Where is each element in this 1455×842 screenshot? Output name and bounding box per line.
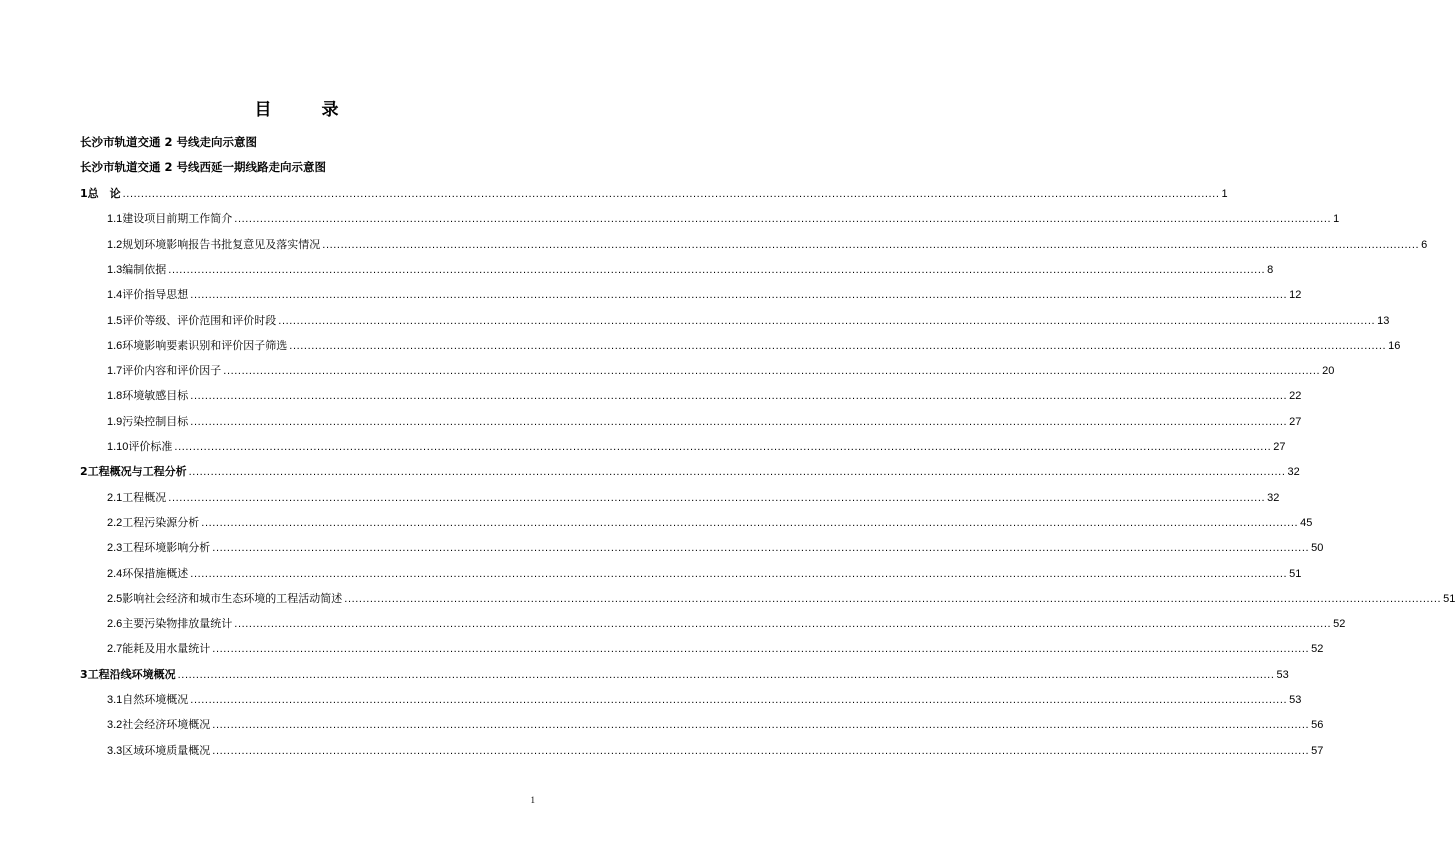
toc-section-entry[interactable]: [107, 691, 1302, 709]
toc-dot-leader: ............................................................................................................................................................................................................................................................................................................: [177, 668, 1275, 681]
toc-entry-page: 13: [1377, 314, 1390, 327]
toc-entry-number: 3: [80, 667, 88, 681]
toc-entry-title: 建设项目前期工作简介: [122, 212, 233, 226]
toc-section-entry[interactable]: [107, 337, 1401, 355]
toc-entry-page: 52: [1333, 618, 1346, 631]
toc-entry-title: 环境影响要素识别和评价因子筛选: [122, 338, 288, 352]
toc-entry-page: 6: [1421, 238, 1428, 251]
toc-dot-leader: ............................................................................................................................................................................................................................................................................................................: [289, 339, 1387, 352]
figure-link-line2-route[interactable]: 长沙市轨道交通 2 号线走向示意图: [80, 135, 258, 149]
toc-entry-title: 工程概况与工程分析: [87, 465, 187, 479]
toc-entry-page: 45: [1300, 516, 1313, 529]
toc-dot-leader: ............................................................................................................................................................................................................................................................................................................: [168, 491, 1266, 504]
toc-dot-leader: ............................................................................................................................................................................................................................................................................................................: [190, 289, 1288, 302]
toc-dot-leader: ............................................................................................................................................................................................................................................................................................................: [212, 719, 1310, 732]
toc-entry-number: 1.1: [107, 213, 123, 226]
toc-entry-title: 评价标准: [128, 440, 173, 453]
figure-link-line2-west-extension[interactable]: 长沙市轨道交通 2 号线西延一期线路走向示意图: [80, 160, 327, 174]
toc-entry-number: 2: [80, 465, 88, 479]
toc-entry-number: 1.2: [107, 238, 123, 251]
toc-section-entry[interactable]: [107, 565, 1302, 583]
toc-entry-number: 1.8: [107, 390, 123, 403]
toc-dot-leader: ............................................................................................................................................................................................................................................................................................................: [190, 390, 1288, 403]
toc-section-entry[interactable]: [107, 261, 1274, 279]
toc-entry-number: 2.7: [107, 643, 123, 656]
toc-chapter-entry[interactable]: [80, 463, 1300, 481]
toc-entry-title: 评价内容和评价因子: [122, 364, 222, 378]
toc-entry-title: 工程环境影响分析: [122, 541, 211, 555]
toc-dot-leader: ............................................................................................................................................................................................................................................................................................................: [122, 188, 1220, 200]
toc-dot-leader: ............................................................................................................................................................................................................................................................................................................: [174, 441, 1272, 453]
toc-section-entry[interactable]: [107, 514, 1313, 532]
toc-entry-number: 1.7: [107, 365, 123, 378]
toc-section-entry[interactable]: [107, 236, 1428, 254]
toc-entry-number: 2.3: [107, 542, 123, 555]
toc-entry-title: 编制依据: [122, 262, 167, 276]
toc-entry-number: 2.5: [107, 592, 123, 605]
toc-entry-number: 1.3: [107, 263, 123, 276]
toc-entry-page: 1: [1221, 188, 1228, 200]
toc-section-entry[interactable]: [107, 640, 1324, 658]
toc-entry-number: 1.10: [107, 441, 129, 453]
toc-dot-leader: ............................................................................................................................................................................................................................................................................................................: [201, 516, 1299, 529]
toc-entry-page: 20: [1322, 365, 1335, 378]
toc-entry-page: 16: [1388, 339, 1401, 352]
toc-entry-page: 56: [1311, 719, 1324, 732]
toc-dot-leader: ............................................................................................................................................................................................................................................................................................................: [188, 466, 1286, 479]
toc-entry-title: 污染控制目标: [122, 414, 189, 428]
toc-entry-number: 1.9: [107, 415, 123, 428]
toc-entry-title: 环保措施概述: [122, 566, 189, 580]
toc-entry-title: 自然环境概况: [122, 693, 189, 706]
toc-entry-page: 53: [1289, 694, 1302, 706]
toc-entry-title: 区域环境质量概况: [122, 743, 211, 757]
toc-entry-page: 57: [1311, 744, 1324, 757]
toc-entry-number: 2.2: [107, 516, 123, 529]
title-left-char: 目: [254, 100, 274, 120]
toc-chapter-entry[interactable]: [80, 185, 1228, 203]
toc-dot-leader: ............................................................................................................................................................................................................................................................................................................: [212, 744, 1310, 757]
toc-entry-page: 8: [1267, 263, 1274, 276]
toc-section-entry[interactable]: [107, 539, 1324, 557]
toc-entry-page: 32: [1267, 491, 1280, 504]
title-right-char: 录: [321, 100, 341, 120]
toc-dot-leader: ............................................................................................................................................................................................................................................................................................................: [212, 542, 1310, 555]
toc-entry-page: 50: [1311, 542, 1324, 555]
toc-section-entry[interactable]: [107, 210, 1340, 228]
toc-section-entry[interactable]: [107, 615, 1346, 633]
toc-entry-title: 社会经济环境概况: [122, 718, 211, 732]
toc-entry-title: 评价等级、评价范围和评价时段: [122, 313, 277, 327]
toc-entry-title: 环境敏感目标: [122, 389, 189, 403]
toc-entry-number: 2.1: [107, 491, 123, 504]
toc-section-entry[interactable]: [107, 413, 1302, 431]
toc-entry-title: 规划环境影响报告书批复意见及落实情况: [122, 237, 321, 251]
toc-dot-leader: ............................................................................................................................................................................................................................................................................................................: [223, 365, 1321, 378]
toc-entry-title: 总 论: [87, 187, 121, 200]
toc-entry-page: 1: [1333, 213, 1340, 226]
toc-section-entry[interactable]: [107, 716, 1324, 734]
toc-entry-number: 3.1: [107, 694, 123, 706]
page-title: [0, 95, 595, 120]
toc-entry-number: 1.5: [107, 314, 123, 327]
toc-entry-number: 3.3: [107, 744, 123, 757]
toc-entry-title: 能耗及用水量统计: [122, 642, 211, 656]
toc-entry-number: 3.2: [107, 719, 123, 732]
toc-section-entry[interactable]: [107, 438, 1286, 456]
toc-entry-page: 27: [1273, 441, 1286, 453]
toc-entry-title: 工程沿线环境概况: [87, 667, 176, 681]
toc-section-entry[interactable]: [107, 590, 1455, 608]
toc-dot-leader: ............................................................................................................................................................................................................................................................................................................: [190, 567, 1288, 580]
toc-dot-leader: ............................................................................................................................................................................................................................................................................................................: [190, 415, 1288, 428]
toc-dot-leader: ............................................................................................................................................................................................................................................................................................................: [234, 618, 1332, 631]
toc-dot-leader: ............................................................................................................................................................................................................................................................................................................: [234, 213, 1332, 226]
toc-entry-page: 53: [1276, 668, 1289, 681]
toc-chapter-entry[interactable]: [80, 666, 1289, 684]
toc-entry-page: 51: [1443, 592, 1455, 605]
toc-dot-leader: ............................................................................................................................................................................................................................................................................................................: [168, 263, 1266, 276]
toc-section-entry[interactable]: [107, 362, 1335, 380]
toc-entry-number: 1.6: [107, 339, 123, 352]
toc-section-entry[interactable]: [107, 312, 1390, 330]
toc-entry-title: 影响社会经济和城市生态环境的工程活动简述: [122, 591, 343, 605]
toc-entry-number: 1: [80, 187, 88, 200]
toc-dot-leader: ............................................................................................................................................................................................................................................................................................................: [322, 238, 1420, 251]
toc-entry-page: 27: [1289, 415, 1302, 428]
toc-section-entry[interactable]: [107, 489, 1280, 507]
toc-entry-page: 32: [1287, 466, 1300, 479]
toc-entry-page: 52: [1311, 643, 1324, 656]
toc-entry-title: 工程污染源分析: [122, 515, 200, 529]
toc-entry-title: 评价指导思想: [122, 288, 189, 302]
toc-dot-leader: ............................................................................................................................................................................................................................................................................................................: [278, 314, 1376, 327]
toc-entry-number: 2.6: [107, 618, 123, 631]
toc-entry-title: 工程概况: [122, 490, 167, 504]
toc-section-entry[interactable]: [107, 286, 1302, 304]
toc-entry-page: 12: [1289, 289, 1302, 302]
toc-entry-page: 51: [1289, 567, 1302, 580]
page-number: 1: [530, 795, 535, 805]
toc-dot-leader: ............................................................................................................................................................................................................................................................................................................: [190, 694, 1288, 706]
toc-dot-leader: ............................................................................................................................................................................................................................................................................................................: [212, 643, 1310, 656]
toc-entry-page: 22: [1289, 390, 1302, 403]
toc-dot-leader: ............................................................................................................................................................................................................................................................................................................: [344, 592, 1442, 605]
toc-section-entry[interactable]: [107, 742, 1324, 760]
toc-section-entry[interactable]: [107, 387, 1302, 405]
toc-entry-number: 2.4: [107, 567, 123, 580]
toc-entry-number: 1.4: [107, 289, 123, 302]
toc-entry-title: 主要污染物排放量统计: [122, 617, 233, 631]
